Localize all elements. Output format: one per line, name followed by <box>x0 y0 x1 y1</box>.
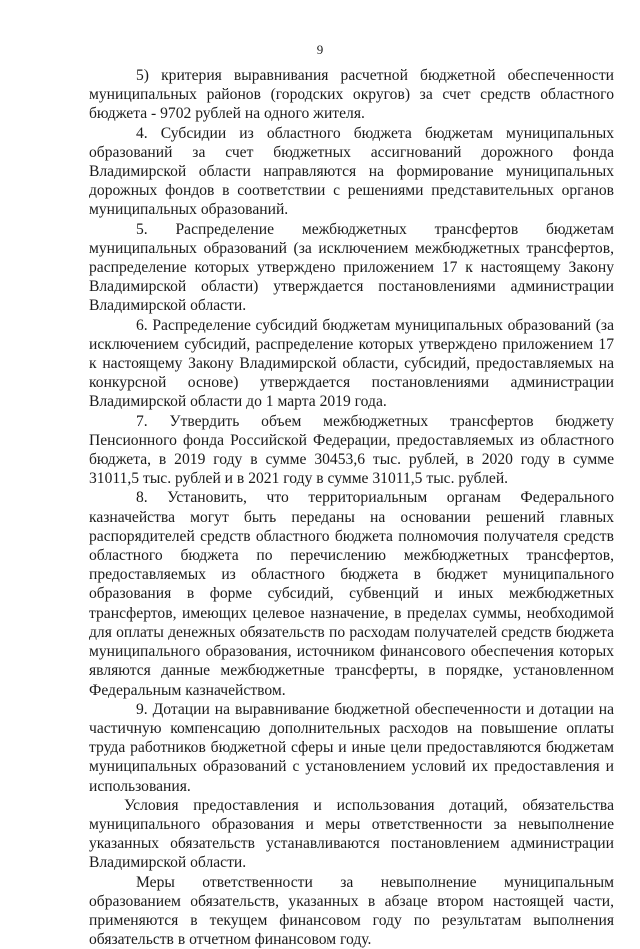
paragraph-clause-5-item-5: 5) критерия выравнивания расчетной бюджетной обеспеченности муниципальных районов (городских округов) за счет средств областного бюджета - 9702 рублей на одного жителя. <box>89 67 614 123</box>
document-body <box>89 66 614 949</box>
paragraph-part-5: 5. Распределение межбюджетных трансфертов бюджетам муниципальных образований (за исключением межбюджетных трансфертов, распределение которых утверждено приложением 17 к настоящему Закону Владимирской области) утверждается постановлениями администрации Владимирской области. <box>89 220 614 315</box>
paragraph-part-4: 4. Субсидии из областного бюджета бюджетам муниципальных образований за счет бюджетных ассигнований дорожного фонда Владимирской области направляются на формирование муниципальных дорожных фондов в соответствии с решениями представительных органов муниципальных образований. <box>89 124 614 219</box>
paragraph-part-9: 9. Дотации на выравнивание бюджетной обеспеченности и дотации на частичную компенсацию дополнительных расходов на повышение оплаты труда работников бюджетной сферы и иные цели предоставляются бюджетам муниципальных образований с установлением условий их предоставления и использования. <box>89 700 614 795</box>
page-number: 9 <box>316 42 324 57</box>
paragraph-part-9-conditions: Условия предоставления и использования дотаций, обязательства муниципального образования и меры ответственности за невыполнение указанных обязательств устанавливаются постановлением администрации Владимирской области. <box>89 796 614 872</box>
paragraph-part-8: 8. Установить, что территориальным органам Федерального казначейства могут быть переданы на основании решений главных распорядителей средств областного бюджета полномочия получателя средств областного бюджета по перечислению межбюджетных трансфертов, предоставляемых из областного бюджета в бюджет муниципального образования в форме субсидий, субвенций и иных межбюджетных трансфертов, имеющих целевое назначение, в пределах суммы, необходимой для оплаты денежных обязательств по расходам получателей средств бюджета муниципального образования, источником финансового обеспечения которых являются данные межбюджетные трансферты, в порядке, установленном Федеральным казначейством. <box>89 489 614 699</box>
paragraph-part-9-responsibility: Меры ответственности за невыполнение муниципальным образованием обязательств, указанных в абзаце втором настоящей части, применяются в текущем финансовом году по результатам выполнения обязательств в отчетном финансовом году. <box>89 873 614 949</box>
paragraph-part-6: 6. Распределение субсидий бюджетам муниципальных образований (за исключением субсидий, распределение которых утверждено приложением 17 к настоящему Закону Владимирской области, субсидий, предоставляемых на конкурсной основе) утверждается постановлениями администрации Владимирской области до 1 марта 2019 года. <box>89 316 614 411</box>
paragraph-part-7: 7. Утвердить объем межбюджетных трансфертов бюджету Пенсионного фонда Российской Федерации, предоставляемых из областного бюджета, в 2019 году в сумме 30453,6 тыс. рублей, в 2020 году в сумме 31011,5 тыс. рублей и в 2021 году в сумме 31011,5 тыс. рублей. <box>89 412 614 488</box>
